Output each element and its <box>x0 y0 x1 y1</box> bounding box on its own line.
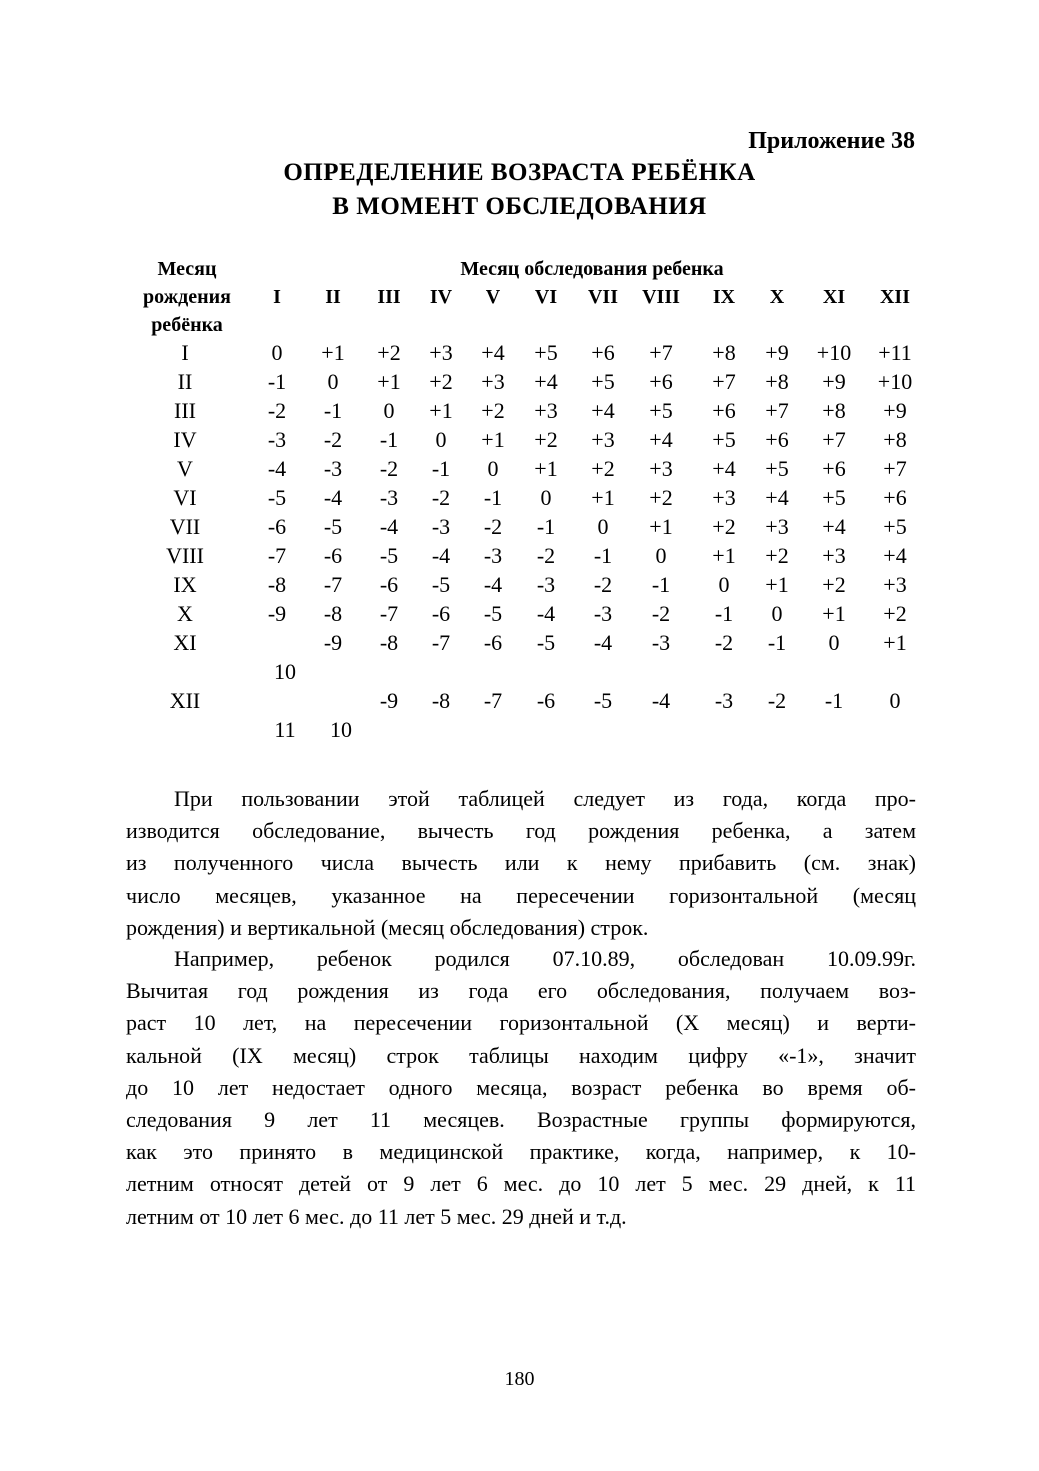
table-cell: +4 <box>883 543 907 568</box>
table-cell: -6 <box>431 601 451 626</box>
table-cell-wrapped: 11 <box>274 717 296 742</box>
table-cell: -6 <box>536 688 556 713</box>
table-cell: -5 <box>267 485 287 510</box>
row-label-vii: VII <box>169 514 201 539</box>
page-title-line2: В МОМЕНТ ОБСЛЕДОВАНИЯ <box>332 193 707 220</box>
table-cell: -2 <box>267 398 287 423</box>
table-cell: +1 <box>534 456 558 481</box>
column-header-viii: VIII <box>642 286 680 308</box>
table-cell: +7 <box>822 427 846 452</box>
column-header-iv: IV <box>429 286 453 308</box>
table-cell: +1 <box>591 485 615 510</box>
paragraph-line: Например, ребенок родился 07.10.89, обследован 10.09.99г. <box>174 946 916 971</box>
table-cell: +7 <box>765 398 789 423</box>
table-cell: +4 <box>649 427 673 452</box>
table-cell: +6 <box>765 427 789 452</box>
paragraph-line: изводится обследование, вычесть год рождения ребенка, а затем <box>126 818 916 844</box>
table-cell: -3 <box>483 543 503 568</box>
table-cell: -4 <box>379 514 399 539</box>
paragraph-line: рождения) и вертикальной (месяц обследования) строк. <box>126 914 649 940</box>
table-cell: -9 <box>323 630 343 655</box>
paragraph-line: до 10 лет недостает одного месяца, возраст ребенка во время об- <box>126 1074 916 1100</box>
row-label-ii: II <box>177 369 193 394</box>
row-label-xii: XII <box>169 688 201 713</box>
column-header-v: V <box>485 286 501 308</box>
table-cell: +5 <box>765 456 789 481</box>
table-cell: -4 <box>593 630 613 655</box>
table-cell: +4 <box>534 369 558 394</box>
table-cell: -9 <box>267 601 287 626</box>
table-cell: -7 <box>379 601 399 626</box>
row-label-x: X <box>177 601 193 626</box>
paragraph-line: следования 9 лет 11 месяцев. Возрастные группы формируются, <box>126 1106 916 1132</box>
table-cell: +8 <box>883 427 907 452</box>
table-cell: -1 <box>824 688 844 713</box>
table-cell: -3 <box>714 688 734 713</box>
table-cell: 0 <box>597 514 609 539</box>
column-header-ix: IX <box>712 286 736 308</box>
table-cell: +4 <box>591 398 615 423</box>
table-cell: -1 <box>714 601 734 626</box>
row-label-iv: IV <box>173 427 197 452</box>
paragraph-line: из полученного числа вычесть или к нему прибавить (см. знак) <box>126 850 916 876</box>
table-cell: -8 <box>323 601 343 626</box>
table-cell: 0 <box>718 572 730 597</box>
row-label-v: V <box>177 456 193 481</box>
table-cell: +7 <box>712 369 736 394</box>
table-cell: -2 <box>593 572 613 597</box>
table-cell: -3 <box>379 485 399 510</box>
table-cell: -3 <box>431 514 451 539</box>
table-cell: +2 <box>481 398 505 423</box>
table-cell: +5 <box>822 485 846 510</box>
row-label-viii: VIII <box>166 543 204 568</box>
table-cell: +3 <box>822 543 846 568</box>
table-cell: -1 <box>267 369 287 394</box>
table-cell: +5 <box>534 340 558 365</box>
table-cell: -5 <box>379 543 399 568</box>
table-cell: +2 <box>649 485 673 510</box>
table-cell: -3 <box>536 572 556 597</box>
table-cell: +3 <box>481 369 505 394</box>
table-cell: +7 <box>649 340 673 365</box>
paragraph-line: При пользовании этой таблицей следует из года, когда про- <box>174 786 916 811</box>
row-header-line2: рождения <box>143 286 231 308</box>
table-cell-wrapped: 10 <box>330 717 352 742</box>
table-cell: +4 <box>712 456 736 481</box>
table-cell: +8 <box>765 369 789 394</box>
paragraph-line: летним относят детей от 9 лет 6 мес. до 10 лет 5 мес. 29 дней, к 11 <box>126 1171 916 1197</box>
table-cell: 0 <box>889 688 901 713</box>
column-header-i: I <box>273 286 281 308</box>
table-cell: +3 <box>591 427 615 452</box>
table-cell: +5 <box>649 398 673 423</box>
table-cell: +2 <box>377 340 401 365</box>
table-cell: -5 <box>483 601 503 626</box>
table-cell: +6 <box>712 398 736 423</box>
table-cell: -6 <box>267 514 287 539</box>
table-cell: +8 <box>822 398 846 423</box>
table-cell: 0 <box>828 630 840 655</box>
table-cell: -7 <box>431 630 451 655</box>
table-cell: 0 <box>327 369 339 394</box>
table-cell: -5 <box>431 572 451 597</box>
table-cell: 0 <box>771 601 783 626</box>
table-cell-wrapped: 10 <box>274 659 296 684</box>
table-cell: +1 <box>883 630 907 655</box>
table-cell: +5 <box>712 427 736 452</box>
table-cell: -4 <box>651 688 671 713</box>
table-cell: +5 <box>883 514 907 539</box>
table-cell: +3 <box>649 456 673 481</box>
table-cell: +6 <box>822 456 846 481</box>
table-cell: +3 <box>765 514 789 539</box>
table-cell: +10 <box>816 340 852 365</box>
column-header-iii: III <box>377 286 401 308</box>
column-header-xii: XII <box>879 286 910 308</box>
table-cell: +11 <box>878 340 912 365</box>
table-cell: +6 <box>591 340 615 365</box>
table-cell: +1 <box>481 427 505 452</box>
table-cell: -2 <box>536 543 556 568</box>
row-label-ix: IX <box>173 572 197 597</box>
table-cell: -3 <box>651 630 671 655</box>
table-cell: -6 <box>483 630 503 655</box>
table-cell: +1 <box>649 514 673 539</box>
table-cell: +6 <box>883 485 907 510</box>
table-cell: +1 <box>765 572 789 597</box>
table-cell: +2 <box>883 601 907 626</box>
table-cell: +1 <box>429 398 453 423</box>
paragraph-line: число месяцев, указанное на пересечении горизонтальной (месяц <box>126 882 916 908</box>
table-cell: +8 <box>712 340 736 365</box>
table-cell: +3 <box>883 572 907 597</box>
table-cell: +6 <box>649 369 673 394</box>
table-cell: +2 <box>534 427 558 452</box>
table-cell: 0 <box>435 427 447 452</box>
paragraph-line: кальной (IX месяц) строк таблицы находим цифру «-1», значит <box>126 1042 916 1068</box>
table-cell: -1 <box>431 456 451 481</box>
table-cell: +2 <box>429 369 453 394</box>
row-header-line1: Месяц <box>157 258 217 280</box>
table-cell: -1 <box>483 485 503 510</box>
column-header-vi: VI <box>534 286 558 308</box>
table-cell: -4 <box>323 485 343 510</box>
table-cell: +1 <box>712 543 736 568</box>
table-cell: +1 <box>822 601 846 626</box>
table-cell: -3 <box>323 456 343 481</box>
table-cell: +2 <box>712 514 736 539</box>
row-label-vi: VI <box>173 485 197 510</box>
table-cell: 0 <box>383 398 395 423</box>
table-cell: -7 <box>323 572 343 597</box>
table-cell: +4 <box>481 340 505 365</box>
table-cell: +9 <box>822 369 846 394</box>
column-group-header: Месяц обследования ребенка <box>460 258 724 280</box>
table-cell: +7 <box>883 456 907 481</box>
column-header-vii: VII <box>587 286 618 308</box>
table-cell: -4 <box>483 572 503 597</box>
page-title-line1: ОПРЕДЕЛЕНИЕ ВОЗРАСТА РЕБЁНКА <box>283 159 756 186</box>
table-cell: +1 <box>321 340 345 365</box>
table-cell: -8 <box>267 572 287 597</box>
table-cell: +5 <box>591 369 615 394</box>
table-cell: -2 <box>431 485 451 510</box>
table-cell: -8 <box>431 688 451 713</box>
table-cell: 0 <box>655 543 667 568</box>
row-label-i: I <box>181 340 189 365</box>
table-cell: +3 <box>534 398 558 423</box>
table-cell: -9 <box>379 688 399 713</box>
table-cell: -6 <box>379 572 399 597</box>
table-cell: -2 <box>323 427 343 452</box>
page-number: 180 <box>504 1368 535 1390</box>
table-cell: -7 <box>267 543 287 568</box>
table-cell: -1 <box>536 514 556 539</box>
table-cell: -4 <box>267 456 287 481</box>
table-cell: +9 <box>883 398 907 423</box>
table-cell: -2 <box>767 688 787 713</box>
table-cell: -5 <box>323 514 343 539</box>
column-header-x: X <box>769 286 785 308</box>
table-cell: +4 <box>765 485 789 510</box>
table-cell: -2 <box>651 601 671 626</box>
table-cell: -2 <box>379 456 399 481</box>
table-cell: +9 <box>765 340 789 365</box>
table-cell: -3 <box>267 427 287 452</box>
table-cell: -1 <box>323 398 343 423</box>
paragraph-line: раст 10 лет, на пересечении горизонтальной (X месяц) и верти- <box>126 1010 916 1036</box>
table-cell: -2 <box>714 630 734 655</box>
example-paragraph <box>126 943 916 1233</box>
table-cell: -5 <box>593 688 613 713</box>
table-cell: -6 <box>323 543 343 568</box>
column-header-ii: II <box>325 286 341 308</box>
table-cell: -5 <box>536 630 556 655</box>
instructions-paragraph <box>126 783 916 944</box>
table-cell: 0 <box>271 340 283 365</box>
table-cell: 0 <box>540 485 552 510</box>
table-cell: +4 <box>822 514 846 539</box>
table-cell: 0 <box>487 456 499 481</box>
table-cell: +3 <box>712 485 736 510</box>
row-header-line3: ребёнка <box>151 314 223 336</box>
appendix-label: Приложение 38 <box>748 128 915 154</box>
table-cell: -1 <box>651 572 671 597</box>
paragraph-line: Вычитая год рождения из года его обследования, получаем воз- <box>126 978 916 1004</box>
table-cell: -2 <box>483 514 503 539</box>
table-cell: -1 <box>593 543 613 568</box>
table-cell: +2 <box>591 456 615 481</box>
table-cell: -1 <box>379 427 399 452</box>
table-cell: +1 <box>377 369 401 394</box>
table-cell: -4 <box>431 543 451 568</box>
column-header-xi: XI <box>822 286 846 308</box>
table-cell: -1 <box>767 630 787 655</box>
table-cell: -4 <box>536 601 556 626</box>
table-cell: +3 <box>429 340 453 365</box>
paragraph-line: как это принято в медицинской практике, когда, например, к 10- <box>126 1139 916 1165</box>
table-cell: -8 <box>379 630 399 655</box>
table-cell: -3 <box>593 601 613 626</box>
table-cell: -7 <box>483 688 503 713</box>
row-label-iii: III <box>174 398 196 423</box>
table-cell: +2 <box>765 543 789 568</box>
table-cell: +10 <box>877 369 913 394</box>
table-cell: +2 <box>822 572 846 597</box>
row-label-xi: XI <box>173 630 197 655</box>
paragraph-line: летним от 10 лет 6 мес. до 11 лет 5 мес. 29 дней и т.д. <box>126 1203 627 1229</box>
